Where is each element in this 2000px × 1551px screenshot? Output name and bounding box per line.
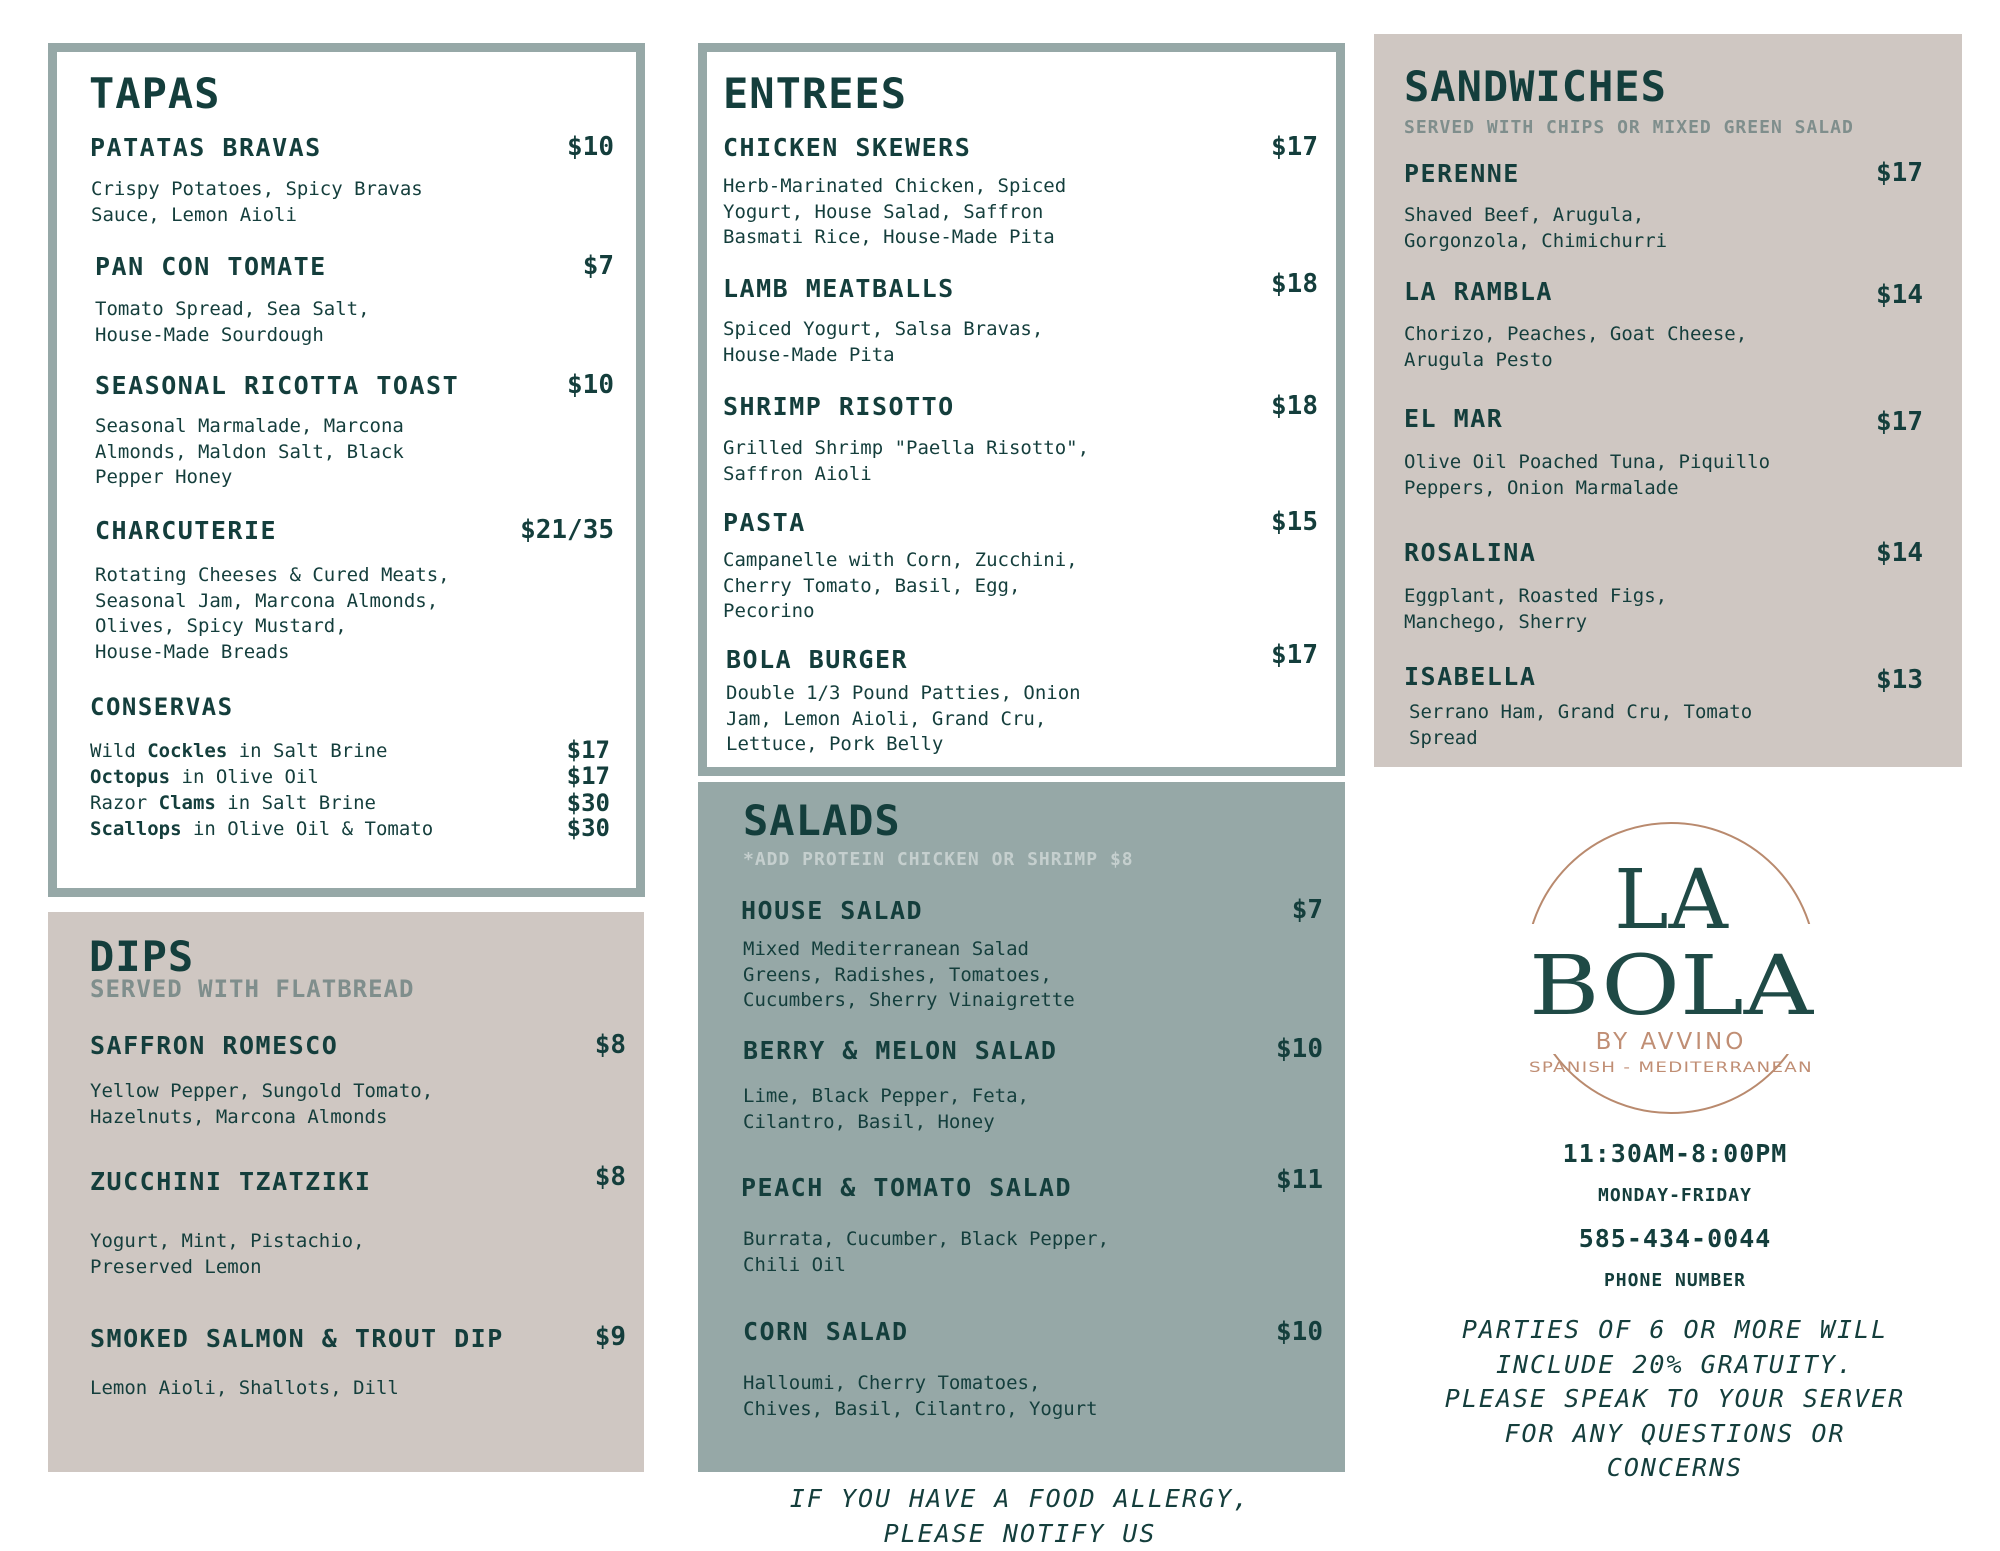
sandwiches-item-desc: Chorizo, Peaches, Goat Cheese, Arugula Pesto — [1404, 323, 1748, 371]
logo-line1: LA — [1614, 853, 1728, 948]
gratuity-note: PARTIES OF 6 OR MORE WILL INCLUDE 20% GRATUITY. PLEASE SPEAK TO YOUR SERVER FOR ANY QUESTIONS OR CONCERNS — [1444, 1315, 1906, 1482]
tapas-item-desc: Tomato Spread, Sea Salt, House-Made Sourdough — [95, 298, 370, 346]
entrees-item-desc: Campanelle with Corn, Zucchini, Cherry Tomato, Basil, Egg, Pecorino — [723, 549, 1078, 622]
tapas-item-price: $10 — [567, 132, 614, 162]
entrees-item-price: $17 — [1271, 132, 1318, 162]
logo-tagline: SPANISH - MEDITERRANEAN — [1529, 1060, 1813, 1076]
salads-subtitle: *ADD PROTEIN CHICKEN OR SHRIMP $8 — [743, 849, 1134, 870]
sandwiches-item-price: $13 — [1876, 665, 1923, 695]
salads-item-price: $11 — [1276, 1165, 1323, 1195]
entrees-title: ENTREES — [723, 69, 908, 118]
sandwiches-item-desc: Serrano Ham, Grand Cru, Tomato Spread — [1409, 701, 1753, 749]
salads-item-name: CORN SALAD — [743, 1317, 909, 1346]
entrees-item-name: PASTA — [723, 508, 806, 537]
tapas-item-price: $21/35 — [520, 515, 614, 545]
conservas-price: $17 — [566, 762, 610, 790]
sandwiches-item-name: ISABELLA — [1404, 662, 1537, 691]
phone-label: PHONE NUMBER — [1603, 1270, 1747, 1291]
entrees-item-name: BOLA BURGER — [726, 645, 909, 674]
salads-item-name: PEACH & TOMATO SALAD — [741, 1173, 1073, 1202]
entrees-item-desc: Herb-Marinated Chicken, Spiced Yogurt, House Salad, Saffron Basmati Rice, House-Made Pita — [723, 175, 1067, 248]
dips-item-desc: Yellow Pepper, Sungold Tomato, Hazelnuts, Marcona Almonds — [90, 1080, 434, 1128]
dips-item-price: $8 — [594, 1030, 626, 1060]
dips-item-desc: Yogurt, Mint, Pistachio, Preserved Lemon — [90, 1230, 365, 1278]
conservas-price: $17 — [566, 736, 610, 764]
tapas-item-price: $7 — [582, 251, 614, 281]
days: MONDAY-FRIDAY — [1598, 1185, 1752, 1206]
dips-item-name: SMOKED SALMON & TROUT DIP — [90, 1324, 504, 1353]
tapas-item-name: SEASONAL RICOTTA TOAST — [95, 371, 460, 400]
sandwiches-item-price: $14 — [1876, 280, 1923, 310]
dips-item-name: SAFFRON ROMESCO — [90, 1031, 339, 1060]
entrees-item-desc: Grilled Shrimp "Paella Risotto", Saffron Aioli — [723, 437, 1090, 485]
sandwiches-item-name: EL MAR — [1404, 404, 1504, 433]
hours: 11:30AM-8:00PM — [1562, 1139, 1788, 1168]
entrees-item-price: $18 — [1271, 391, 1318, 421]
sandwiches-item-name: LA RAMBLA — [1404, 277, 1553, 306]
la-bola-logo — [1511, 808, 1831, 1128]
logo-line2: BOLA — [1529, 939, 1816, 1034]
entrees-item-desc: Spiced Yogurt, Salsa Bravas, House-Made Pita — [723, 318, 1044, 366]
salads-item-desc: Lime, Black Pepper, Feta, Cilantro, Basil, Honey — [743, 1085, 1029, 1133]
sandwiches-panel — [1374, 34, 1962, 767]
sandwiches-item-price: $14 — [1876, 538, 1923, 568]
dips-item-price: $8 — [594, 1162, 626, 1192]
entrees-item-price: $18 — [1271, 269, 1318, 299]
conservas-price: $30 — [566, 789, 610, 817]
tapas-item-desc: Seasonal Marmalade, Marcona Almonds, Maldon Salt, Black Pepper Honey — [95, 415, 404, 488]
salads-title: SALADS — [743, 796, 901, 845]
conservas-price: $30 — [566, 814, 610, 842]
sandwiches-item-desc: Olive Oil Poached Tuna, Piquillo Peppers, Onion Marmalade — [1404, 451, 1771, 499]
conservas-title: CONSERVAS — [90, 693, 234, 721]
sandwiches-subtitle: SERVED WITH CHIPS OR MIXED GREEN SALAD — [1404, 117, 1854, 138]
tapas-item-name: PATATAS BRAVAS — [90, 133, 322, 162]
sandwiches-item-price: $17 — [1876, 158, 1923, 188]
tapas-item-price: $10 — [567, 370, 614, 400]
entrees-item-price: $17 — [1271, 640, 1318, 670]
phone-number: 585-434-0044 — [1578, 1224, 1772, 1253]
salads-item-price: $10 — [1276, 1317, 1323, 1347]
sandwiches-item-desc: Eggplant, Roasted Figs, Manchego, Sherry — [1404, 585, 1668, 633]
sandwiches-item-name: PERENNE — [1404, 159, 1520, 188]
conservas-item: Razor Clams in Salt Brine — [90, 792, 376, 814]
conservas-item: Octopus in Olive Oil — [90, 766, 319, 788]
conservas-item: Wild Cockles in Salt Brine — [90, 740, 388, 762]
entrees-item-name: CHICKEN SKEWERS — [723, 133, 972, 162]
tapas-title: TAPAS — [89, 69, 221, 118]
salads-item-desc: Halloumi, Cherry Tomatoes, Chives, Basil, Cilantro, Yogurt — [743, 1372, 1098, 1420]
sandwiches-item-price: $17 — [1876, 407, 1923, 437]
tapas-item-desc: Rotating Cheeses & Cured Meats, Seasonal Jam, Marcona Almonds, Olives, Spicy Mustard, House-Made Breads — [95, 564, 450, 663]
salads-item-name: BERRY & MELON SALAD — [743, 1036, 1058, 1065]
tapas-item-desc: Crispy Potatoes, Spicy Bravas Sauce, Lemon Aioli — [91, 178, 423, 226]
dips-item-name: ZUCCHINI TZATZIKI — [90, 1167, 372, 1196]
salads-item-price: $10 — [1276, 1034, 1323, 1064]
salads-item-desc: Burrata, Cucumber, Black Pepper, Chili Oil — [743, 1228, 1110, 1276]
logo-by: BY AVVINO — [1595, 1029, 1747, 1055]
dips-item-desc: Lemon Aioli, Shallots, Dill — [90, 1377, 399, 1399]
dips-title: DIPS — [89, 932, 195, 981]
salads-item-price: $7 — [1291, 895, 1323, 925]
sandwiches-item-name: ROSALINA — [1404, 538, 1537, 567]
salads-item-desc: Mixed Mediterranean Salad Greens, Radishes, Tomatoes, Cucumbers, Sherry Vinaigrette — [743, 938, 1075, 1011]
entrees-item-desc: Double 1/3 Pound Patties, Onion Jam, Lemon Aioli, Grand Cru, Lettuce, Pork Belly — [726, 682, 1081, 755]
salads-item-name: HOUSE SALAD — [741, 896, 924, 925]
sandwiches-title: SANDWICHES — [1404, 62, 1667, 111]
entrees-item-name: SHRIMP RISOTTO — [723, 392, 955, 421]
tapas-item-name: PAN CON TOMATE — [95, 252, 327, 281]
sandwiches-item-desc: Shaved Beef, Arugula, Gorgonzola, Chimichurri — [1404, 204, 1668, 252]
entrees-item-price: $15 — [1271, 507, 1318, 537]
entrees-item-name: LAMB MEATBALLS — [723, 274, 955, 303]
tapas-item-name: CHARCUTERIE — [95, 516, 278, 545]
dips-item-price: $9 — [594, 1322, 626, 1352]
allergy-note: IF YOU HAVE A FOOD ALLERGY, PLEASE NOTIFY US — [789, 1484, 1251, 1548]
conservas-item: Scallops in Olive Oil & Tomato — [90, 818, 434, 840]
dips-subtitle: SERVED WITH FLATBREAD — [90, 975, 415, 1003]
